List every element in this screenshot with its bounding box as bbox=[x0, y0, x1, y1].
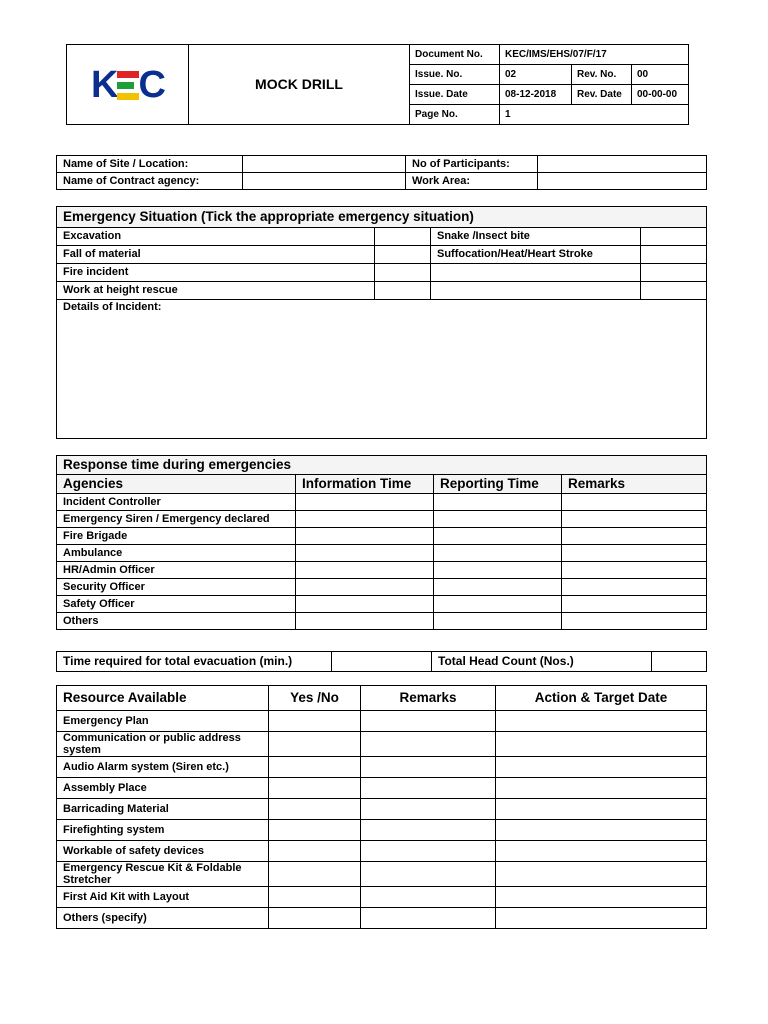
tick-box[interactable] bbox=[375, 246, 431, 264]
remarks-field[interactable] bbox=[562, 596, 707, 613]
form-title: MOCK DRILL bbox=[189, 45, 410, 125]
column-header: Resource Available bbox=[57, 686, 269, 711]
page-no-label: Page No. bbox=[410, 105, 500, 125]
work-area-label: Work Area: bbox=[406, 173, 538, 190]
resource-name: Emergency Rescue Kit & Foldable Stretcher bbox=[57, 862, 269, 887]
emergency-option bbox=[431, 264, 641, 282]
emergency-heading: Emergency Situation (Tick the appropriate emergency situation) bbox=[57, 207, 707, 228]
head-count-field[interactable] bbox=[652, 652, 707, 672]
yes-no-field[interactable] bbox=[269, 820, 361, 841]
agency-name: Emergency Siren / Emergency declared bbox=[57, 511, 296, 528]
reporting-time-field[interactable] bbox=[434, 596, 562, 613]
emergency-option: Suffocation/Heat/Heart Stroke bbox=[431, 246, 641, 264]
tick-box[interactable] bbox=[641, 228, 707, 246]
resource-name: Others (specify) bbox=[57, 908, 269, 929]
issue-date-value: 08-12-2018 bbox=[500, 85, 572, 105]
rev-date-value: 00-00-00 bbox=[632, 85, 689, 105]
emergency-option: Excavation bbox=[57, 228, 375, 246]
information-time-field[interactable] bbox=[296, 562, 434, 579]
remarks-field[interactable] bbox=[361, 862, 496, 887]
resource-name: Firefighting system bbox=[57, 820, 269, 841]
emergency-option: Fire incident bbox=[57, 264, 375, 282]
remarks-field[interactable] bbox=[361, 732, 496, 757]
remarks-field[interactable] bbox=[361, 887, 496, 908]
reporting-time-field[interactable] bbox=[434, 613, 562, 630]
agency-name: Safety Officer bbox=[57, 596, 296, 613]
tick-box[interactable] bbox=[641, 282, 707, 300]
information-time-field[interactable] bbox=[296, 494, 434, 511]
information-time-field[interactable] bbox=[296, 511, 434, 528]
agency-name: Security Officer bbox=[57, 579, 296, 596]
reporting-time-field[interactable] bbox=[434, 579, 562, 596]
yes-no-field[interactable] bbox=[269, 778, 361, 799]
tick-box[interactable] bbox=[641, 264, 707, 282]
document-header bbox=[66, 44, 689, 125]
action-target-date-field[interactable] bbox=[496, 711, 707, 732]
resource-name: Communication or public address system bbox=[57, 732, 269, 757]
remarks-field[interactable] bbox=[562, 562, 707, 579]
evacuation-time-label: Time required for total evacuation (min.) bbox=[57, 652, 332, 672]
participants-label: No of Participants: bbox=[406, 156, 538, 173]
remarks-field[interactable] bbox=[361, 757, 496, 778]
remarks-field[interactable] bbox=[361, 711, 496, 732]
site-location-field[interactable] bbox=[243, 156, 406, 173]
company-logo: K C bbox=[67, 45, 189, 125]
work-area-field[interactable] bbox=[538, 173, 707, 190]
information-time-field[interactable] bbox=[296, 613, 434, 630]
agency-name: Incident Controller bbox=[57, 494, 296, 511]
column-header: Reporting Time bbox=[434, 475, 562, 494]
tick-box[interactable] bbox=[375, 282, 431, 300]
remarks-field[interactable] bbox=[361, 799, 496, 820]
remarks-field[interactable] bbox=[562, 613, 707, 630]
action-target-date-field[interactable] bbox=[496, 841, 707, 862]
head-count-label: Total Head Count (Nos.) bbox=[432, 652, 652, 672]
page-no-value: 1 bbox=[500, 105, 689, 125]
evacuation-time-field[interactable] bbox=[332, 652, 432, 672]
remarks-field[interactable] bbox=[361, 841, 496, 862]
action-target-date-field[interactable] bbox=[496, 757, 707, 778]
column-header: Information Time bbox=[296, 475, 434, 494]
remarks-field[interactable] bbox=[361, 908, 496, 929]
column-header: Yes /No bbox=[269, 686, 361, 711]
remarks-field[interactable] bbox=[562, 494, 707, 511]
site-info-table bbox=[56, 155, 707, 190]
remarks-field[interactable] bbox=[361, 820, 496, 841]
yes-no-field[interactable] bbox=[269, 908, 361, 929]
rev-date-label: Rev. Date bbox=[572, 85, 632, 105]
remarks-field[interactable] bbox=[562, 579, 707, 596]
agency-name: Fire Brigade bbox=[57, 528, 296, 545]
reporting-time-field[interactable] bbox=[434, 494, 562, 511]
incident-details-field[interactable] bbox=[57, 300, 707, 439]
site-location-label: Name of Site / Location: bbox=[57, 156, 243, 173]
resource-name: First Aid Kit with Layout bbox=[57, 887, 269, 908]
remarks-field[interactable] bbox=[562, 511, 707, 528]
participants-field[interactable] bbox=[538, 156, 707, 173]
rev-no-label: Rev. No. bbox=[572, 65, 632, 85]
contract-agency-label: Name of Contract agency: bbox=[57, 173, 243, 190]
agency-name: Others bbox=[57, 613, 296, 630]
tick-box[interactable] bbox=[375, 264, 431, 282]
action-target-date-field[interactable] bbox=[496, 887, 707, 908]
yes-no-field[interactable] bbox=[269, 757, 361, 778]
resource-name: Workable of safety devices bbox=[57, 841, 269, 862]
emergency-situation-table bbox=[56, 206, 707, 439]
yes-no-field[interactable] bbox=[269, 841, 361, 862]
tick-box[interactable] bbox=[375, 228, 431, 246]
yes-no-field[interactable] bbox=[269, 799, 361, 820]
emergency-option bbox=[431, 282, 641, 300]
action-target-date-field[interactable] bbox=[496, 908, 707, 929]
information-time-field[interactable] bbox=[296, 579, 434, 596]
action-target-date-field[interactable] bbox=[496, 778, 707, 799]
response-time-table bbox=[56, 455, 707, 630]
emergency-option: Fall of material bbox=[57, 246, 375, 264]
action-target-date-field[interactable] bbox=[496, 732, 707, 757]
column-header: Remarks bbox=[562, 475, 707, 494]
remarks-field[interactable] bbox=[361, 778, 496, 799]
information-time-field[interactable] bbox=[296, 596, 434, 613]
contract-agency-field[interactable] bbox=[243, 173, 406, 190]
action-target-date-field[interactable] bbox=[496, 862, 707, 887]
remarks-field[interactable] bbox=[562, 528, 707, 545]
yes-no-field[interactable] bbox=[269, 887, 361, 908]
information-time-field[interactable] bbox=[296, 528, 434, 545]
resource-name: Barricading Material bbox=[57, 799, 269, 820]
document-no-label: Document No. bbox=[410, 45, 500, 65]
rev-no-value: 00 bbox=[632, 65, 689, 85]
reporting-time-field[interactable] bbox=[434, 511, 562, 528]
resource-name: Assembly Place bbox=[57, 778, 269, 799]
resource-name: Emergency Plan bbox=[57, 711, 269, 732]
resource-available-table bbox=[56, 685, 707, 929]
information-time-field[interactable] bbox=[296, 545, 434, 562]
reporting-time-field[interactable] bbox=[434, 528, 562, 545]
yes-no-field[interactable] bbox=[269, 732, 361, 757]
emergency-option: Work at height rescue bbox=[57, 282, 375, 300]
yes-no-field[interactable] bbox=[269, 711, 361, 732]
action-target-date-field[interactable] bbox=[496, 799, 707, 820]
column-header: Action & Target Date bbox=[496, 686, 707, 711]
document-no-value: KEC/IMS/EHS/07/F/17 bbox=[500, 45, 689, 65]
yes-no-field[interactable] bbox=[269, 862, 361, 887]
evacuation-table bbox=[56, 651, 707, 672]
response-heading: Response time during emergencies bbox=[57, 456, 707, 475]
reporting-time-field[interactable] bbox=[434, 562, 562, 579]
logo-e-stripes-icon bbox=[117, 71, 139, 100]
reporting-time-field[interactable] bbox=[434, 545, 562, 562]
resource-name: Audio Alarm system (Siren etc.) bbox=[57, 757, 269, 778]
emergency-option: Snake /Insect bite bbox=[431, 228, 641, 246]
agency-name: Ambulance bbox=[57, 545, 296, 562]
tick-box[interactable] bbox=[641, 246, 707, 264]
incident-details-label: Details of Incident: bbox=[63, 301, 162, 313]
column-header: Remarks bbox=[361, 686, 496, 711]
action-target-date-field[interactable] bbox=[496, 820, 707, 841]
issue-date-label: Issue. Date bbox=[410, 85, 500, 105]
column-header: Agencies bbox=[57, 475, 296, 494]
remarks-field[interactable] bbox=[562, 545, 707, 562]
issue-no-value: 02 bbox=[500, 65, 572, 85]
agency-name: HR/Admin Officer bbox=[57, 562, 296, 579]
issue-no-label: Issue. No. bbox=[410, 65, 500, 85]
